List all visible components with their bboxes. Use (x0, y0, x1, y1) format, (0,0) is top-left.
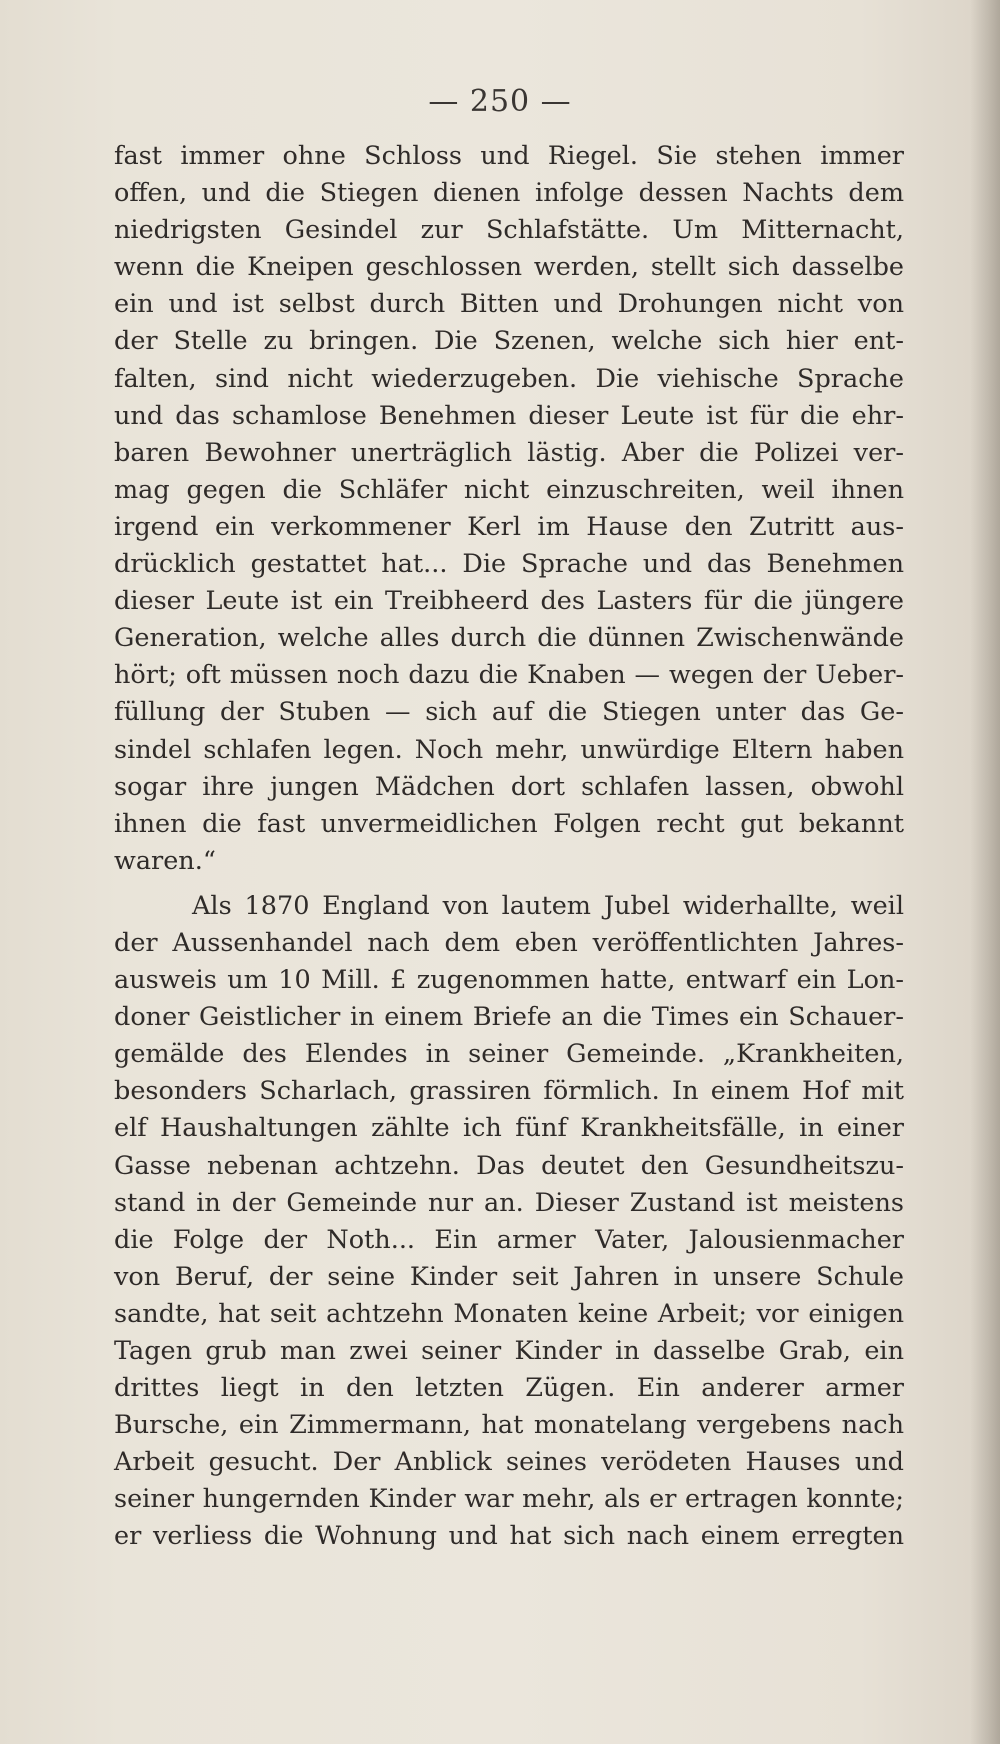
text-line: niedrigsten Gesindel zur Schlafstätte. Um Mitternacht, (114, 215, 904, 246)
text-line: der Stelle zu bringen. Die Szenen, welche sich hier ent- (114, 326, 904, 357)
text-line: sandte, hat seit achtzehn Monaten keine Arbeit; vor einigen (114, 1298, 904, 1329)
text-line: von Beruf, der seine Kinder seit Jahren in unsere Schule (114, 1261, 904, 1292)
text-line: wenn die Kneipen geschlossen werden, stellt sich dasselbe (114, 252, 904, 283)
text-line: Gasse nebenan achtzehn. Das deutet den Gesundheitszu- (114, 1150, 904, 1181)
text-line: fast immer ohne Schloss und Riegel. Sie stehen immer (114, 141, 904, 171)
text-line: gemälde des Elendes in seiner Gemeinde. „Krankheiten, (114, 1039, 904, 1070)
page-number: — 250 — (428, 84, 572, 119)
text-line: ausweis um 10 Mill. £ zugenommen hatte, entwarf ein Lon- (114, 965, 904, 996)
page-edge-shadow (970, 0, 1000, 1744)
text-line: Tagen grub man zwei seiner Kinder in dasselbe Grab, ein (114, 1336, 904, 1366)
text-line: die Folge der Noth... Ein armer Vater, Jalousienmacher (114, 1224, 904, 1255)
paragraph-gap (114, 880, 904, 888)
text-line: offen, und die Stiegen dienen infolge dessen Nachts dem (114, 178, 904, 209)
text-line: seiner hungernden Kinder war mehr, als er ertragen konnte; (114, 1484, 904, 1515)
text-line: der Aussenhandel nach dem eben veröffentlichten Jahres- (114, 927, 904, 958)
text-line: elf Haushaltungen zählte ich fünf Krankheitsfälle, in einer (114, 1113, 904, 1144)
text-line: mag gegen die Schläfer nicht einzuschreiten, weil ihnen (114, 474, 904, 505)
body-text (114, 138, 904, 1556)
text-line: sindel schlafen legen. Noch mehr, unwürdige Eltern haben (114, 734, 904, 765)
text-line: doner Geistlicher in einem Briefe an die Times ein Schauer- (114, 1002, 904, 1033)
text-line: Generation, welche alles durch die dünnen Zwischenwände (114, 623, 904, 654)
text-line: stand in der Gemeinde nur an. Dieser Zustand ist meistens (114, 1187, 904, 1218)
text-line: ein und ist selbst durch Bitten und Drohungen nicht von (114, 289, 904, 320)
text-line: Bursche, ein Zimmermann, hat monatelang vergebens nach (114, 1410, 904, 1441)
text-line: hört; oft müssen noch dazu die Knaben — wegen der Ueber- (114, 660, 904, 691)
text-line: und das schamlose Benehmen dieser Leute ist für die ehr- (114, 400, 904, 431)
text-line: besonders Scharlach, grassiren förmlich. In einem Hof mit (114, 1076, 904, 1107)
text-line: waren.“ (114, 845, 216, 876)
text-line: sogar ihre jungen Mädchen dort schlafen lassen, obwohl (114, 771, 904, 802)
paragraph-1 (114, 138, 904, 880)
text-line: ihnen die fast unvermeidlichen Folgen recht gut bekannt (114, 808, 904, 839)
text-line: drücklich gestattet hat... Die Sprache und das Benehmen (114, 549, 904, 580)
text-line: falten, sind nicht wiederzugeben. Die viehische Sprache (114, 363, 904, 394)
text-line: Als 1870 England von lautem Jubel widerhallte, weil (192, 890, 904, 921)
text-line: füllung der Stuben — sich auf die Stiegen unter das Ge- (114, 697, 904, 728)
text-line: Arbeit gesucht. Der Anblick seines verödeten Hauses und (114, 1447, 904, 1478)
text-line: er verliess die Wohnung und hat sich nach einem erregten (114, 1521, 904, 1552)
paragraph-2 (114, 888, 904, 1556)
text-line: baren Bewohner unerträglich lästig. Aber die Polizei ver- (114, 437, 904, 468)
text-line: dieser Leute ist ein Treibheerd des Lasters für die jüngere (114, 586, 904, 617)
text-line: drittes liegt in den letzten Zügen. Ein anderer armer (114, 1373, 904, 1404)
text-line: irgend ein verkommener Kerl im Hause den Zutritt aus- (114, 511, 904, 542)
